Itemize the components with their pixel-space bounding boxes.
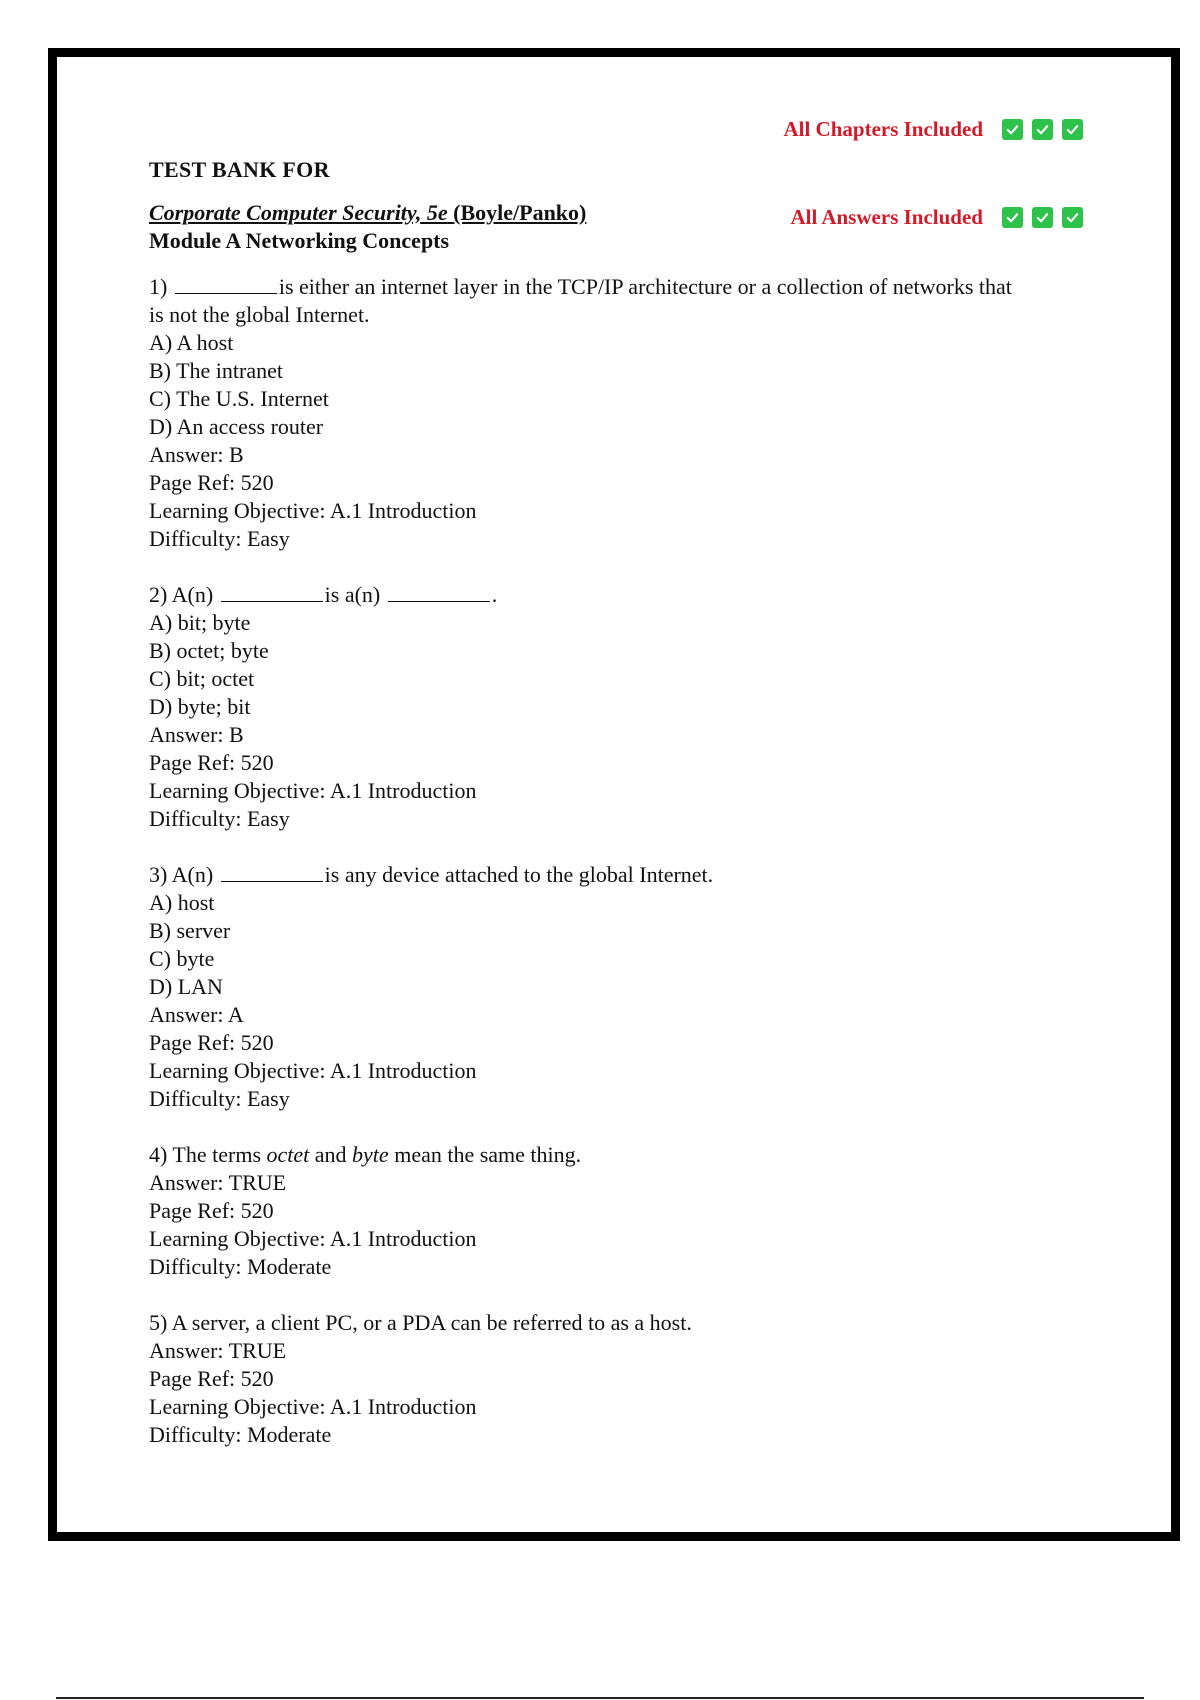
option-c: C) The U.S. Internet [149, 386, 329, 411]
book-title: Corporate Computer Security, 5e [149, 200, 448, 225]
page-ref: Page Ref: 520 [149, 1030, 274, 1055]
option-b: B) server [149, 918, 231, 943]
question-stem [149, 1141, 1099, 1169]
difficulty: Difficulty: Moderate [149, 1254, 332, 1279]
check-square-icon [1002, 207, 1023, 228]
book-title-line [149, 199, 586, 227]
option-d: D) LAN [149, 974, 223, 999]
option-c: C) byte [149, 946, 215, 971]
check-square-icon [1032, 119, 1053, 140]
all-answers-badge [790, 205, 1083, 230]
option-c: C) bit; octet [149, 666, 255, 691]
difficulty: Difficulty: Easy [149, 806, 290, 831]
question-stem-continued: is not the global Internet. [149, 302, 370, 327]
learning-objective: Learning Objective: A.1 Introduction [149, 498, 477, 523]
page-frame [48, 48, 1180, 1541]
book-authors: (Boyle/Panko) [453, 200, 587, 225]
answer: Answer: B [149, 442, 244, 467]
question-stem [149, 273, 1099, 301]
answer-blank [221, 583, 323, 602]
difficulty: Difficulty: Easy [149, 1086, 290, 1111]
answer: Answer: B [149, 722, 244, 747]
answer-blank [175, 275, 277, 294]
difficulty: Difficulty: Easy [149, 526, 290, 551]
question-text-mid: and [309, 1142, 353, 1167]
option-d: D) An access router [149, 414, 324, 439]
answer-blank [221, 863, 323, 882]
all-chapters-badge [783, 117, 1083, 142]
question-text: 4) The terms [149, 1142, 267, 1167]
learning-objective: Learning Objective: A.1 Introduction [149, 1058, 477, 1083]
question-text: is any device attached to the global Internet. [324, 862, 714, 887]
answer: Answer: TRUE [149, 1170, 287, 1195]
question-2 [149, 581, 1099, 833]
check-square-icon [1062, 119, 1083, 140]
option-d: D) byte; bit [149, 694, 251, 719]
question-number: 1) [149, 274, 168, 299]
learning-objective: Learning Objective: A.1 Introduction [149, 1394, 477, 1419]
learning-objective: Learning Objective: A.1 Introduction [149, 1226, 477, 1251]
module-title: Module A Networking Concepts [149, 228, 450, 253]
question-4 [149, 1141, 1099, 1281]
all-chapters-label: All Chapters Included [783, 117, 983, 141]
question-stem [149, 861, 1099, 889]
question-number: 3) A(n) [149, 862, 214, 887]
learning-objective: Learning Objective: A.1 Introduction [149, 778, 477, 803]
answer: Answer: A [149, 1002, 244, 1027]
option-a: A) host [149, 890, 215, 915]
page-ref: Page Ref: 520 [149, 1366, 274, 1391]
difficulty: Difficulty: Moderate [149, 1422, 332, 1447]
option-b: B) The intranet [149, 358, 283, 383]
question-stem: 5) A server, a client PC, or a PDA can be referred to as a host. [149, 1310, 692, 1335]
term-octet: octet [266, 1142, 310, 1167]
footer-rule [56, 1697, 1144, 1699]
question-end: . [491, 582, 498, 607]
page-ref: Page Ref: 520 [149, 470, 274, 495]
question-3 [149, 861, 1099, 1113]
option-b: B) octet; byte [149, 638, 269, 663]
test-bank-title: TEST BANK FOR [149, 157, 330, 182]
check-square-icon [1032, 207, 1053, 228]
option-a: A) A host [149, 330, 234, 355]
document-header [149, 157, 586, 255]
question-text: is either an internet layer in the TCP/IP architecture or a collection of networks that [278, 274, 1012, 299]
all-answers-label: All Answers Included [790, 205, 983, 229]
question-stem [149, 581, 1099, 609]
page-ref: Page Ref: 520 [149, 750, 274, 775]
question-5 [149, 1309, 1099, 1449]
answer-blank [388, 583, 490, 602]
term-byte: byte [352, 1142, 389, 1167]
question-list [149, 273, 1099, 1477]
check-square-icon [1002, 119, 1023, 140]
question-number: 2) A(n) [149, 582, 214, 607]
option-a: A) bit; byte [149, 610, 251, 635]
page-ref: Page Ref: 520 [149, 1198, 274, 1223]
question-1 [149, 273, 1099, 553]
question-text-end: mean the same thing. [388, 1142, 582, 1167]
question-text: is a(n) [324, 582, 381, 607]
check-square-icon [1062, 207, 1083, 228]
answer: Answer: TRUE [149, 1338, 287, 1363]
